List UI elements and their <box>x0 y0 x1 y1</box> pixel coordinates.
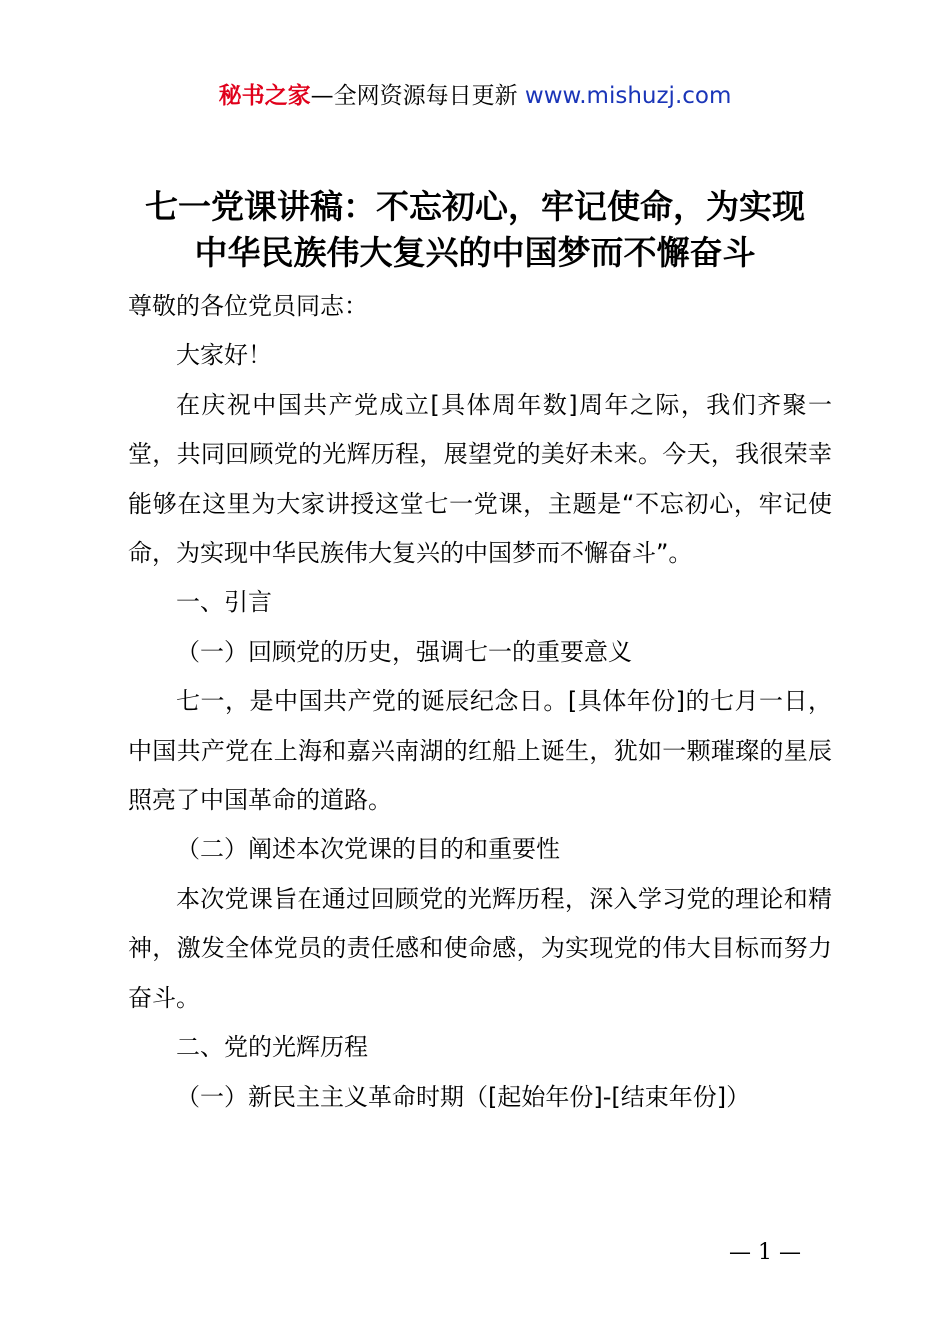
salutation: 尊敬的各位党员同志： <box>128 292 368 320</box>
title-line-1: 七一党课讲稿：不忘初心，牢记使命，为实现 <box>145 187 805 226</box>
intro-paragraph: 在庆祝中国共产党成立[具体周年数]周年之际，我们齐聚一堂，共同回顾党的光辉历程，展望党的美好未来。今天，我很荣幸能够在这里为大家讲授这堂七一党课，主题是“不忘初心，牢记使命，为实现中华民族伟大复兴的中国梦而不懈奋斗”。 <box>128 390 832 568</box>
paragraph-purpose: 本次党课旨在通过回顾党的光辉历程，深入学习党的理论和精神，激发全体党员的责任感和使命感，为实现党的伟大目标而努力奋斗。 <box>128 884 832 1012</box>
site-brand: 秘书之家 <box>218 83 311 109</box>
subsection-heading-1-1: （一）回顾党的历史，强调七一的重要意义 <box>176 637 632 666</box>
page-number: — 1 — <box>729 1240 801 1265</box>
site-header <box>0 78 950 114</box>
section-heading-2: 二、党的光辉历程 <box>176 1033 368 1062</box>
document-title <box>0 184 950 276</box>
subsection-heading-2-1: （一）新民主主义革命时期（[起始年份]-[结束年份]） <box>176 1082 751 1111</box>
document-body <box>128 282 832 1122</box>
section-heading-1: 一、引言 <box>176 588 272 617</box>
site-url: www.mishuzj.com <box>524 83 732 109</box>
paragraph-july-first: 七一，是中国共产党的诞辰纪念日。[具体年份]的七月一日，中国共产党在上海和嘉兴南湖的红船上诞生，犹如一颗璀璨的星辰照亮了中国革命的道路。 <box>128 687 832 815</box>
subsection-heading-1-2: （二）阐述本次党课的目的和重要性 <box>176 835 560 864</box>
greeting: 大家好！ <box>176 341 272 370</box>
title-line-2: 中华民族伟大复兴的中国梦而不懈奋斗 <box>194 233 756 272</box>
site-slogan: —全网资源每日更新 <box>310 83 525 109</box>
